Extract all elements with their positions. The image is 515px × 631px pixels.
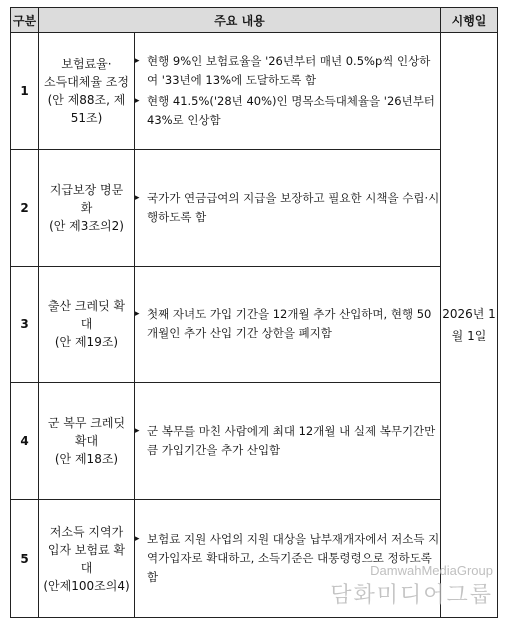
effective-date: 2026년 1월 1일: [441, 33, 498, 618]
category-line: 화: [80, 200, 93, 215]
row-content: [135, 33, 441, 150]
header-effective-date: 시행일: [441, 8, 498, 33]
reform-table: [10, 7, 498, 618]
row-number: 5: [11, 500, 39, 618]
category-line: 보험료율·: [61, 56, 112, 71]
content-text: 현행 41.5%('28년 40%)인 명목소득대체율을 '26년부터 43%로 인상함: [147, 93, 435, 127]
row-content: [135, 149, 441, 266]
category-line: 입자 보험료 확: [47, 542, 126, 557]
category-line: 군 복무 크레딧: [47, 416, 126, 431]
category-line: (안 제19조): [54, 335, 119, 350]
content-text: 현행 9%인 보험료율을 '26년부터 매년 0.5%p씩 인상하여 '33년에 13%에 도달하도록 함: [147, 53, 431, 87]
category-line: (안 제88조, 제: [47, 92, 126, 107]
row-content: [135, 266, 441, 383]
row-category: [39, 500, 135, 618]
row-category: [39, 149, 135, 266]
content-item: [135, 422, 440, 460]
header-gubun: 구분: [11, 8, 39, 33]
bullet-icon: ▸: [135, 309, 140, 320]
content-text: 군 복무를 마친 사람에게 최대 12개월 내 실제 복무기간만큼 가입기간을 추가 산입함: [147, 424, 436, 458]
bullet-icon: ▸: [135, 534, 140, 545]
bullet-icon: ▸: [135, 95, 140, 106]
category-line: 51조): [70, 110, 103, 125]
category-line: 소득대체율 조정: [44, 74, 129, 89]
category-line: 저소득 지역가: [49, 524, 124, 539]
content-item: [135, 92, 440, 130]
category-line: (안제100조의4): [43, 578, 130, 593]
row-number: 1: [11, 33, 39, 150]
row-number: 2: [11, 149, 39, 266]
category-line: 대: [80, 560, 93, 575]
row-number: 4: [11, 383, 39, 500]
content-item: [135, 189, 440, 227]
row-content: [135, 383, 441, 500]
category-line: 확대: [74, 434, 99, 449]
table-row: [11, 383, 498, 500]
table-row: [11, 266, 498, 383]
row-category: [39, 383, 135, 500]
header-row: [11, 8, 498, 33]
content-item: [135, 530, 440, 587]
content-item: [135, 305, 440, 343]
category-line: 출산 크레딧 확: [47, 299, 126, 314]
table-row: [11, 149, 498, 266]
category-line: (안 제3조의2): [49, 218, 124, 233]
table-row: [11, 500, 498, 618]
header-main-content: 주요 내용: [39, 8, 441, 33]
category-line: 대: [80, 317, 93, 332]
row-category: [39, 266, 135, 383]
row-category: [39, 33, 135, 150]
category-line: 지급보장 명문: [49, 182, 124, 197]
content-text: 보험료 지원 사업의 지원 대상을 납부재개자에서 저소득 지역가입자로 확대하고, 소득기준은 대통령령으로 정하도록 함: [147, 532, 440, 585]
row-content: [135, 500, 441, 618]
bullet-icon: ▸: [135, 426, 140, 437]
content-text: 국가가 연금급여의 지급을 보장하고 필요한 시책을 수립·시행하도록 함: [147, 190, 440, 224]
content-text: 첫째 자녀도 가입 기간을 12개월 추가 산입하며, 현행 50개월인 추가 산입 기간 상한을 폐지함: [147, 307, 432, 341]
category-line: (안 제18조): [54, 452, 119, 467]
table-row: [11, 33, 498, 150]
row-number: 3: [11, 266, 39, 383]
bullet-icon: ▸: [135, 55, 140, 66]
bullet-icon: ▸: [135, 192, 140, 203]
content-item: [135, 52, 440, 90]
watermark-ko: 담화미디어그룹: [330, 583, 493, 608]
watermark-en: DamwahMediaGroup: [370, 563, 493, 578]
